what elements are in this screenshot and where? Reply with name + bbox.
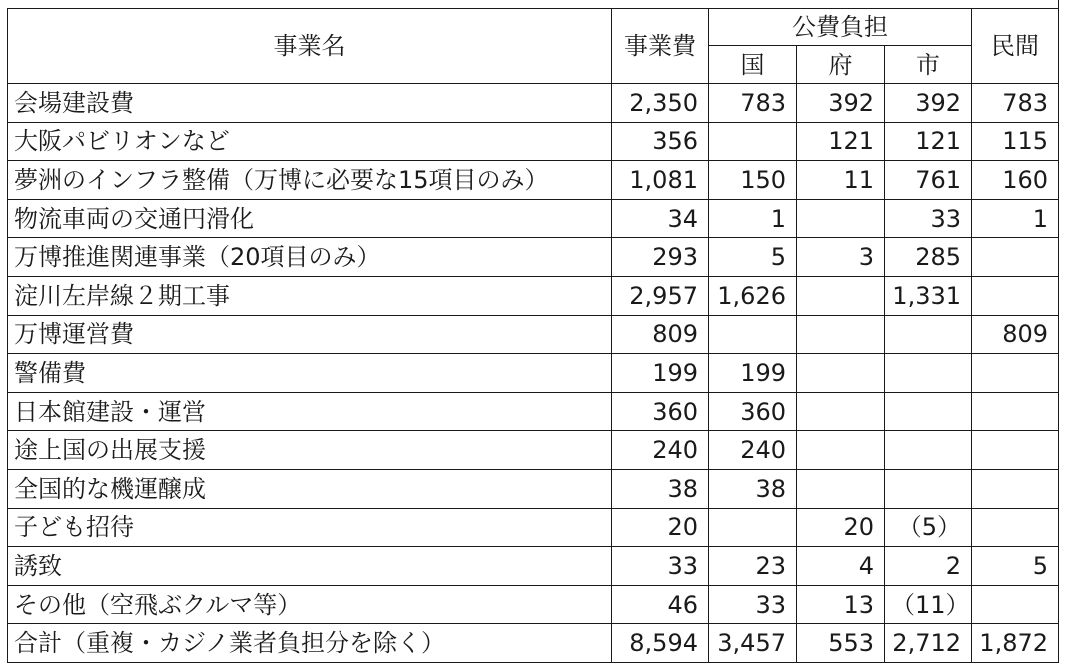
cell-prefecture — [797, 469, 885, 508]
cell-project-cost: 2,350 — [612, 84, 709, 123]
cell-project-name: 合計（重複・カジノ業者負担分を除く） — [8, 624, 612, 663]
cell-project-cost: 293 — [612, 238, 709, 277]
cell-prefecture — [797, 276, 885, 315]
cell-private: 115 — [972, 122, 1059, 161]
cell-project-name: 子ども招待 — [8, 508, 612, 547]
table-row — [8, 585, 1059, 624]
cell-national: 199 — [709, 354, 797, 393]
cell-national: 33 — [709, 585, 797, 624]
cell-prefecture: 20 — [797, 508, 885, 547]
cell-private — [972, 392, 1059, 431]
corner-tick — [1058, 0, 1059, 8]
cell-prefecture — [797, 354, 885, 393]
cell-project-name: 物流車両の交通円滑化 — [8, 199, 612, 238]
cell-project-name: 日本館建設・運営 — [8, 392, 612, 431]
cell-national: 3,457 — [709, 624, 797, 663]
cell-city: （11） — [885, 585, 972, 624]
cell-city: （5） — [885, 508, 972, 547]
cell-project-cost: 199 — [612, 354, 709, 393]
cell-project-name: 全国的な機運醸成 — [8, 469, 612, 508]
cell-private — [972, 431, 1059, 470]
cell-project-name: 会場建設費 — [8, 84, 612, 123]
cell-prefecture — [797, 199, 885, 238]
table-row — [8, 469, 1059, 508]
cell-national: 360 — [709, 392, 797, 431]
cell-project-name: 万博運営費 — [8, 315, 612, 354]
cell-project-name: 大阪パビリオンなど — [8, 122, 612, 161]
cell-city: 33 — [885, 199, 972, 238]
cell-city: 761 — [885, 161, 972, 200]
cell-prefecture: 11 — [797, 161, 885, 200]
cell-national: 5 — [709, 238, 797, 277]
cell-city: 121 — [885, 122, 972, 161]
cell-project-name: 途上国の出展支援 — [8, 431, 612, 470]
table-row — [8, 122, 1059, 161]
table-row — [8, 199, 1059, 238]
header-prefecture: 府 — [797, 46, 885, 84]
table-row — [8, 315, 1059, 354]
cell-prefecture — [797, 431, 885, 470]
cell-city: 2 — [885, 547, 972, 586]
cell-private — [972, 354, 1059, 393]
cell-project-cost: 38 — [612, 469, 709, 508]
table-row — [8, 547, 1059, 586]
cell-national: 23 — [709, 547, 797, 586]
table-body — [8, 84, 1059, 663]
header-private: 民間 — [972, 9, 1059, 84]
cell-national — [709, 122, 797, 161]
table-row — [8, 354, 1059, 393]
cell-project-cost: 809 — [612, 315, 709, 354]
cell-private: 1,872 — [972, 624, 1059, 663]
cell-city: 2,712 — [885, 624, 972, 663]
cell-prefecture — [797, 392, 885, 431]
cell-prefecture: 3 — [797, 238, 885, 277]
cell-national: 240 — [709, 431, 797, 470]
cell-private: 809 — [972, 315, 1059, 354]
table-row — [8, 508, 1059, 547]
cell-project-cost: 2,957 — [612, 276, 709, 315]
cell-city: 285 — [885, 238, 972, 277]
cell-project-cost: 360 — [612, 392, 709, 431]
cell-national: 1 — [709, 199, 797, 238]
cell-private: 783 — [972, 84, 1059, 123]
cell-national — [709, 315, 797, 354]
cell-project-name: 警備費 — [8, 354, 612, 393]
cell-city — [885, 315, 972, 354]
cell-prefecture: 121 — [797, 122, 885, 161]
cell-private: 1 — [972, 199, 1059, 238]
cell-city — [885, 431, 972, 470]
table-total-row — [8, 624, 1059, 663]
cell-private — [972, 276, 1059, 315]
expo-cost-table — [7, 8, 1059, 663]
cell-private — [972, 585, 1059, 624]
cell-project-cost: 46 — [612, 585, 709, 624]
cell-project-cost: 34 — [612, 199, 709, 238]
cell-city — [885, 392, 972, 431]
header-city: 市 — [885, 46, 972, 84]
header-project-name: 事業名 — [8, 9, 612, 84]
table-row — [8, 276, 1059, 315]
cell-project-name: 誘致 — [8, 547, 612, 586]
table-row — [8, 161, 1059, 200]
cell-national — [709, 508, 797, 547]
cell-national: 783 — [709, 84, 797, 123]
cell-project-name: 淀川左岸線２期工事 — [8, 276, 612, 315]
cell-project-cost: 1,081 — [612, 161, 709, 200]
cell-project-cost: 20 — [612, 508, 709, 547]
table-row — [8, 431, 1059, 470]
cell-project-cost: 33 — [612, 547, 709, 586]
cell-project-name: その他（空飛ぶクルマ等） — [8, 585, 612, 624]
cell-project-name: 夢洲のインフラ整備（万博に必要な15項目のみ） — [8, 161, 612, 200]
table-row — [8, 84, 1059, 123]
header-national: 国 — [709, 46, 797, 84]
cell-national: 38 — [709, 469, 797, 508]
cell-national: 1,626 — [709, 276, 797, 315]
cell-prefecture: 13 — [797, 585, 885, 624]
cell-project-cost: 356 — [612, 122, 709, 161]
cell-city: 392 — [885, 84, 972, 123]
cell-prefecture — [797, 315, 885, 354]
cell-prefecture: 4 — [797, 547, 885, 586]
cell-private — [972, 508, 1059, 547]
cell-city — [885, 354, 972, 393]
header-public-burden: 公費負担 — [709, 9, 972, 46]
header-project-cost: 事業費 — [612, 9, 709, 84]
cell-project-cost: 8,594 — [612, 624, 709, 663]
cell-city: 1,331 — [885, 276, 972, 315]
cell-private — [972, 469, 1059, 508]
cell-prefecture: 392 — [797, 84, 885, 123]
cell-city — [885, 469, 972, 508]
cell-private: 5 — [972, 547, 1059, 586]
table-row — [8, 392, 1059, 431]
cell-project-name: 万博推進関連事業（20項目のみ） — [8, 238, 612, 277]
cell-private — [972, 238, 1059, 277]
cell-project-cost: 240 — [612, 431, 709, 470]
table-row — [8, 238, 1059, 277]
cell-private: 160 — [972, 161, 1059, 200]
cell-prefecture: 553 — [797, 624, 885, 663]
cell-national: 150 — [709, 161, 797, 200]
